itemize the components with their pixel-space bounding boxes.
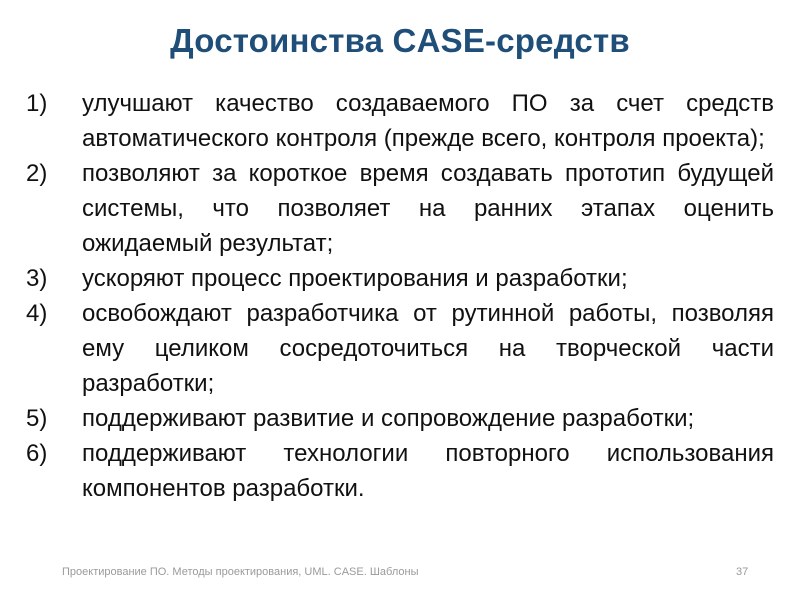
list-item-text: ускоряют процесс проектирования и разработки; (82, 265, 628, 292)
slide-footer: Проектирование ПО. Методы проектирования, UML. CASE. Шаблоны (62, 566, 419, 578)
list-item-text: освобождают разработчика от рутинной работы, позволяя ему целиком сосредоточиться на творческой части разработки; (82, 300, 774, 397)
list-item (26, 86, 774, 156)
list-item (26, 436, 774, 506)
list-item-text: улучшают качество создаваемого ПО за счет средств автоматического контроля (прежде всего, контроля проекта); (82, 90, 774, 152)
list-item (26, 156, 774, 261)
list-item-number: 4) (26, 300, 48, 327)
list-item-number: 6) (26, 440, 48, 467)
page-number: 37 (736, 566, 749, 578)
list-item (26, 261, 774, 296)
list-item-text: поддерживают развитие и сопровождение разработки; (82, 405, 695, 432)
list-item-number: 5) (26, 405, 48, 432)
slide-title: Достоинства CASE-средств (170, 22, 630, 59)
advantages-list (26, 86, 774, 506)
list-item-text: поддерживают технологии повторного использования компонентов разработки. (82, 440, 774, 502)
list-item (26, 296, 774, 401)
list-item-number: 1) (26, 90, 48, 117)
list-item (26, 401, 774, 436)
list-item-number: 3) (26, 265, 48, 292)
list-item-number: 2) (26, 160, 48, 187)
list-item-text: позволяют за короткое время создавать прототип будущей системы, что позволяет на ранних этапах оценить ожидаемый результат; (82, 160, 774, 257)
